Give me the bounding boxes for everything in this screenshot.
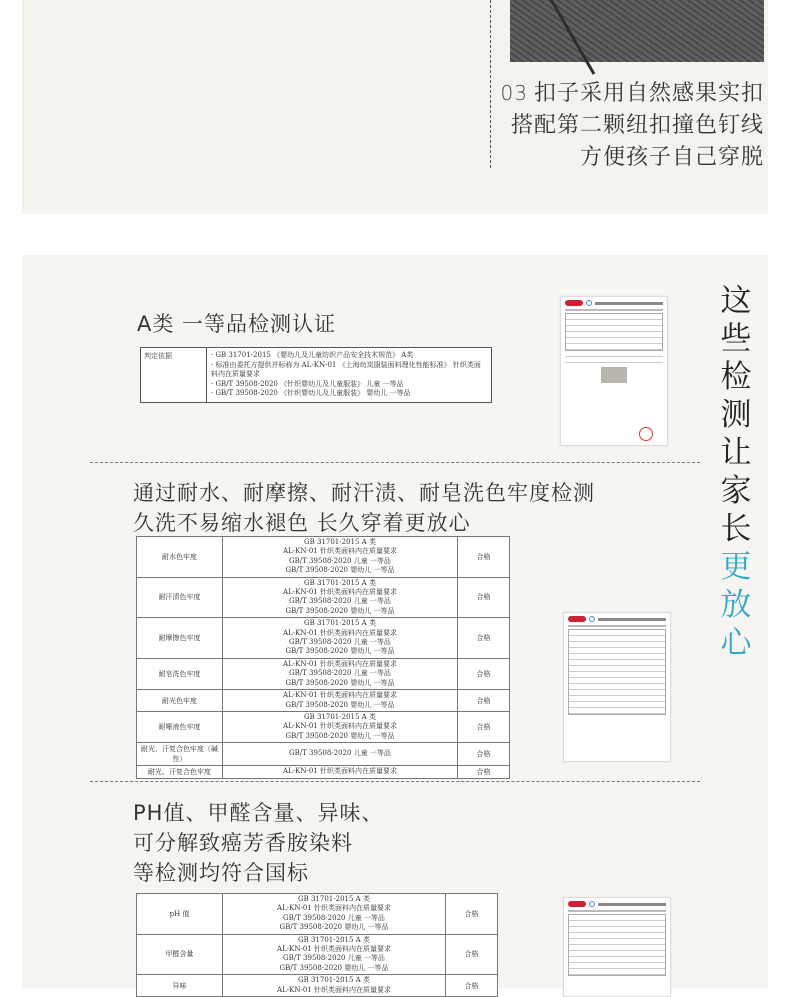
result-cell: 合格	[458, 766, 510, 779]
standard-line: GB 31701-2015 A 类	[304, 712, 376, 721]
standard-line: AL-KN-01 针织类面料内在质量要求	[277, 945, 391, 954]
test-name-cell: 耐唾液色牢度	[137, 711, 223, 742]
standard-line: GB/T 39508-2020 婴幼儿 一等品	[279, 923, 389, 932]
standard-line: AL-KN-01 针织类面料内在质量要求	[283, 691, 397, 700]
side-title-char: 更	[720, 549, 752, 585]
certificate-thumbnail-a	[560, 296, 668, 446]
standard-line: GB 31701-2015 A 类	[298, 976, 370, 985]
result-cell: 合格	[458, 690, 510, 712]
dashed-divider	[490, 0, 491, 168]
standards-cell	[223, 711, 458, 742]
standard-basis-table	[140, 347, 492, 403]
standards-cell	[223, 766, 458, 779]
result-cell: 合格	[446, 894, 498, 935]
result-cell: 合格	[446, 975, 498, 997]
standards-cell	[223, 934, 446, 975]
side-title-char: 放	[720, 587, 752, 623]
side-title-char: 心	[720, 625, 752, 661]
standard-line: GB/T 39508-2020 婴幼儿 一等品	[285, 678, 395, 687]
fabric-sample	[601, 367, 627, 383]
table-row	[137, 618, 510, 659]
standards-cell	[223, 894, 446, 935]
standard-line: GB 31701-2015 A 类	[298, 935, 370, 944]
standard-line: GB/T 39508-2020 儿童 一等品	[289, 556, 391, 565]
standard-line: AL-KN-01 针织类面料内在质量要求	[283, 547, 397, 556]
result-cell: 合格	[458, 537, 510, 578]
table-row	[137, 934, 498, 975]
standard-line: AL-KN-01 针织类面料内在质量要求	[277, 904, 391, 913]
table-row	[137, 894, 498, 935]
side-title-char: 些	[720, 321, 752, 357]
side-title-char: 这	[720, 283, 752, 319]
side-title-char: 家	[720, 473, 752, 509]
feature-card	[22, 0, 768, 214]
certificate-thumbnail-b	[563, 612, 671, 762]
standard-line: GB/T 39508-2020 婴幼儿 一等品	[285, 606, 395, 615]
section-a-title: A类 一等品检测认证	[137, 312, 337, 336]
test-name-cell: pH 值	[137, 894, 223, 935]
side-title	[714, 282, 758, 662]
dashed-separator-2	[90, 781, 700, 782]
standard-line: GB/T 39508-2020 婴幼儿 一等品	[285, 731, 395, 740]
feature-line-3: 方便孩子自己穿脱	[579, 145, 764, 170]
standard-line: AL-KN-01 针织类面料内在质量要求	[283, 659, 397, 668]
section-b-title: 通过耐水、耐摩擦、耐汗渍、耐皂洗色牢度检测 久洗不易缩水褪色 长久穿着更放心	[133, 481, 595, 535]
table-row	[137, 766, 510, 779]
table-row	[137, 743, 510, 766]
feature-line-2: 搭配第二颗纽扣撞色钉线	[510, 113, 764, 138]
result-cell: 合格	[458, 618, 510, 659]
result-cell: 合格	[446, 934, 498, 975]
result-cell: 合格	[458, 658, 510, 689]
standard-line: GB 31701-2015 A 类	[304, 619, 376, 628]
side-title-char: 长	[720, 511, 752, 547]
standard-line: GB/T 39508-2020 儿童 一等品	[289, 749, 391, 758]
test-name-cell: 异味	[137, 975, 223, 997]
standard-line: GB 31701-2015 A 类	[304, 578, 376, 587]
test-name-cell: 耐光、汗复合色牢度（碱性）	[137, 743, 223, 766]
standards-cell	[223, 577, 458, 618]
feature-line-1: 03 扣子采用自然感果实扣	[500, 81, 764, 106]
table-label: 判定依据	[141, 348, 207, 403]
standard-line: GB 31701-2015 A 类	[304, 538, 376, 546]
test-name-cell: 耐光、汗复合色牢度	[137, 766, 223, 779]
standard-line: GB/T 39508-2020 儿童 一等品	[283, 954, 385, 963]
feature-number: 03	[500, 81, 528, 105]
result-cell: 合格	[458, 711, 510, 742]
table-row	[137, 658, 510, 689]
standards-cell	[223, 658, 458, 689]
standards-cell	[223, 537, 458, 578]
standard-line: AL-KN-01 针织类面料内在质量要求	[283, 588, 397, 597]
table-row	[137, 711, 510, 742]
test-name-cell: 甲醛含量	[137, 934, 223, 975]
standards-cell	[223, 743, 458, 766]
test-name-cell: 耐汗渍色牢度	[137, 577, 223, 618]
standard-line: GB/T 39508-2020 儿童 一等品	[283, 913, 385, 922]
table-row	[137, 690, 510, 712]
certificate-thumbnail-c	[563, 897, 671, 997]
standard-line: GB/T 39508-2020 婴幼儿 一等品	[285, 700, 395, 709]
standard-line: AL-KN-01 针织类面料内在质量要求	[283, 767, 397, 776]
side-title-char: 测	[720, 397, 752, 433]
table-standards: · GB 31701-2015 《婴幼儿及儿童纺织产品安全技术规范》 A类 · 标准由委托方提供并标称为 AL-KN-01 《上海幼岚服装面料理化性能标准》 针织类面料内在质量要求 · GB/T 39508-2020 《针织婴幼儿及儿童服装》 儿童 一等品 · GB/T 39508-2020 《针织婴幼儿及儿童服装》 婴幼儿 一等品	[207, 348, 492, 403]
fabric-closeup-photo	[510, 0, 764, 62]
standard-line: GB/T 39508-2020 婴幼儿 一等品	[285, 566, 395, 575]
standard-line: AL-KN-01 针织类面料内在质量要求	[283, 628, 397, 637]
table-row	[137, 537, 510, 578]
side-title-char: 让	[720, 435, 752, 471]
side-title-char: 检	[720, 359, 752, 395]
colorfastness-table	[136, 536, 510, 779]
section-c-title: PH值、甲醛含量、异味、 可分解致癌芳香胺染料 等检测均符合国标	[133, 801, 384, 885]
result-cell: 合格	[458, 577, 510, 618]
test-name-cell: 耐水色牢度	[137, 537, 223, 578]
standard-line: GB/T 39508-2020 儿童 一等品	[289, 669, 391, 678]
dashed-separator-1	[90, 462, 700, 463]
test-name-cell: 耐皂洗色牢度	[137, 658, 223, 689]
test-name-cell: 耐摩擦色牢度	[137, 618, 223, 659]
result-cell: 合格	[458, 743, 510, 766]
standard-line: AL-KN-01 针织类面料内在质量要求	[283, 722, 397, 731]
table-row	[137, 577, 510, 618]
standard-line: GB/T 39508-2020 婴幼儿 一等品	[285, 647, 395, 656]
standard-line: GB/T 39508-2020 儿童 一等品	[289, 638, 391, 647]
standard-line: GB/T 39508-2020 儿童 一等品	[289, 597, 391, 606]
table-row	[137, 975, 498, 997]
certificate-stamp	[639, 427, 653, 441]
standard-line: AL-KN-01 针织类面料内在质量要求	[277, 985, 391, 994]
standards-cell	[223, 975, 446, 997]
test-name-cell: 耐光色牢度	[137, 690, 223, 712]
standard-line: GB 31701-2015 A 类	[298, 895, 370, 903]
standard-line: GB/T 39508-2020 婴幼儿 一等品	[279, 963, 389, 972]
standards-cell	[223, 618, 458, 659]
standards-cell	[223, 690, 458, 712]
chemical-test-table	[136, 893, 498, 997]
